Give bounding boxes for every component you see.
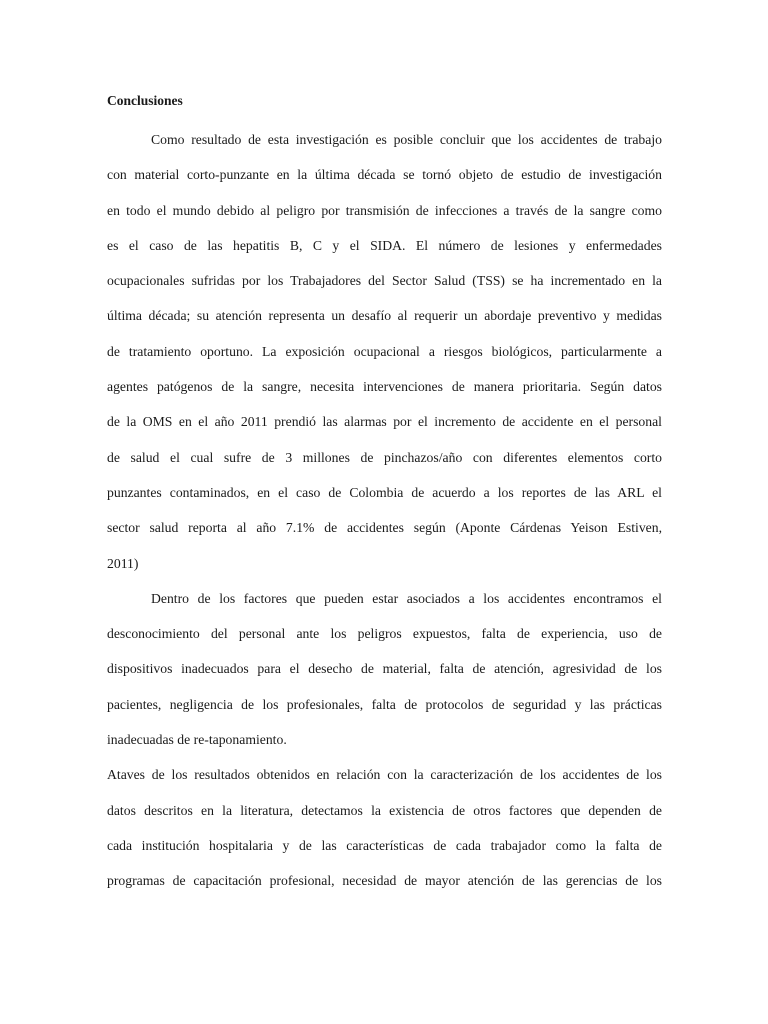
text-line: última década; su atención representa un desafío al requerir un abordaje preventivo y medidas	[107, 308, 662, 324]
text-line: inadecuadas de re-taponamiento.	[107, 732, 287, 748]
body-text	[107, 122, 662, 899]
text-line: con material corto-punzante en la última década se tornó objeto de estudio de investigación	[107, 167, 662, 183]
text-line: Dentro de los factores que pueden estar asociados a los accidentes encontramos el	[151, 590, 662, 606]
text-line: Ataves de los resultados obtenidos en relación con la caracterización de los accidentes de los	[107, 767, 662, 783]
text-line: es el caso de las hepatitis B, C y el SIDA. El número de lesiones y enfermedades	[107, 237, 662, 253]
paragraph	[107, 581, 662, 757]
text-line: de tratamiento oportuno. La exposición ocupacional a riesgos biológicos, particularmente a	[107, 343, 662, 359]
section-heading: Conclusiones	[107, 93, 183, 108]
text-line: dispositivos inadecuados para el desecho de material, falta de atención, agresividad de los	[107, 661, 662, 677]
text-line: sector salud reporta al año 7.1% de accidentes según (Aponte Cárdenas Yeison Estiven,	[107, 520, 662, 536]
text-line: 2011)	[107, 555, 139, 571]
text-line: de la OMS en el año 2011 prendió las alarmas por el incremento de accidente en el personal	[107, 414, 662, 430]
document-page	[107, 88, 662, 899]
text-line: programas de capacitación profesional, necesidad de mayor atención de las gerencias de los	[107, 873, 662, 889]
text-line: pacientes, negligencia de los profesionales, falta de protocolos de seguridad y las prácticas	[107, 696, 662, 712]
text-line: ocupacionales sufridas por los Trabajadores del Sector Salud (TSS) se ha incrementado en la	[107, 273, 662, 289]
text-line: Como resultado de esta investigación es posible concluir que los accidentes de trabajo	[151, 132, 662, 147]
text-line: datos descritos en la literatura, detectamos la existencia de otros factores que dependen de	[107, 802, 662, 818]
text-line: agentes patógenos de la sangre, necesita intervenciones de manera prioritaria. Según datos	[107, 379, 662, 395]
text-line: desconocimiento del personal ante los peligros expuestos, falta de experiencia, uso de	[107, 626, 662, 642]
paragraph	[107, 122, 662, 581]
text-line: cada institución hospitalaria y de las características de cada trabajador como la falta de	[107, 837, 662, 853]
text-line: punzantes contaminados, en el caso de Colombia de acuerdo a los reportes de las ARL el	[107, 484, 662, 500]
text-line: de salud el cual sufre de 3 millones de pinchazos/año con diferentes elementos corto	[107, 449, 662, 465]
paragraph	[107, 757, 662, 898]
text-line: en todo el mundo debido al peligro por transmisión de infecciones a través de la sangre como	[107, 202, 662, 218]
